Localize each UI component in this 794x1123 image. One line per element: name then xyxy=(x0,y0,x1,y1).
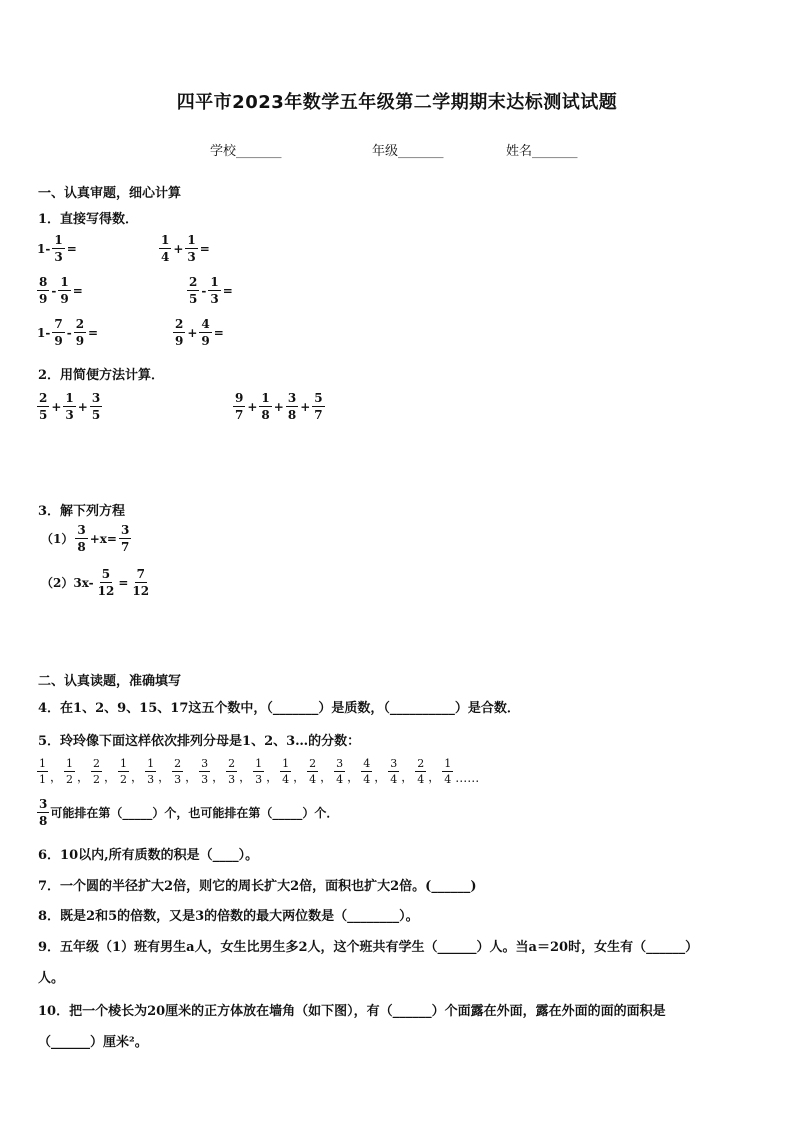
equation-middle: +x= xyxy=(89,531,117,546)
q5-question xyxy=(36,798,338,827)
fraction: $\frac{9}{7}$ xyxy=(235,391,244,422)
fraction: $\frac{1}{8}$ xyxy=(261,391,270,422)
q5-tail: 可能排在第（_____）个，也可能排在第（_____）个． xyxy=(50,806,339,820)
operator: + xyxy=(300,399,311,414)
question-3-label: 3．解下列方程 xyxy=(38,504,126,519)
fraction: $\frac{2}{9}$ xyxy=(175,317,184,348)
fraction: $\frac{1}{4}$ xyxy=(161,233,170,264)
question-2-label: 2．用简便方法计算． xyxy=(38,368,165,383)
equation-prefix: （1） xyxy=(41,532,74,546)
sequence-comma: ， xyxy=(347,770,360,784)
sequence-fraction: $\frac{1}{4}$ xyxy=(282,757,290,786)
equals-sign: = xyxy=(213,325,224,340)
fraction: $\frac{2}{5}$ xyxy=(39,391,48,422)
question-10-line-1: 10．把一个棱长为20厘米的正方体放在墙角（如下图），有（______）个面露在外面，露在外面的面的面积是 xyxy=(38,1004,666,1019)
question-7: 7．一个圆的半径扩大2倍，则它的周长扩大2倍，面积也扩大2倍。(______) xyxy=(38,879,477,894)
equals-sign: = xyxy=(72,283,83,298)
fraction: $\frac{3}{7}$ xyxy=(120,523,130,554)
sequence-comma: ， xyxy=(428,770,441,784)
q1-expr-1 xyxy=(36,234,78,263)
question-10-line-2: （______）厘米²。 xyxy=(38,1035,148,1050)
sequence-comma: ， xyxy=(158,770,171,784)
sequence-fraction: $\frac{1}{3}$ xyxy=(147,757,155,786)
name-field: 姓名_______ xyxy=(506,144,578,159)
expr-prefix: 1- xyxy=(37,241,51,256)
sequence-fraction: $\frac{1}{3}$ xyxy=(255,757,263,786)
sequence-fraction: $\frac{3}{4}$ xyxy=(336,757,344,786)
q2-expr-2 xyxy=(232,392,326,421)
sequence-comma: ， xyxy=(77,770,90,784)
question-8: 8．既是2和5的倍数，又是3的倍数的最大两位数是（________）。 xyxy=(38,909,419,924)
section-heading-1: 一、认真审题，细心计算 xyxy=(38,186,182,201)
operator: - xyxy=(66,325,72,340)
q1-expr-3 xyxy=(36,276,84,305)
operator: + xyxy=(273,399,284,414)
sequence-comma: ， xyxy=(50,770,63,784)
question-9-line-2: 人。 xyxy=(38,971,65,986)
q1-expr-6 xyxy=(172,318,225,347)
equals-sign: = xyxy=(88,325,99,340)
fraction: $\frac{1}{3}$ xyxy=(210,275,219,306)
section-heading-2: 二、认真读题，准确填写 xyxy=(38,674,182,689)
equation-prefix: （2）3x- xyxy=(41,576,94,590)
sequence-fraction: $\frac{2}{2}$ xyxy=(93,757,101,786)
sequence-comma: ， xyxy=(131,770,144,784)
fraction: $\frac{8}{9}$ xyxy=(39,275,48,306)
q5-fraction: $\frac{3}{8}$ xyxy=(39,797,48,828)
sequence-comma: ， xyxy=(185,770,198,784)
sequence-fraction: $\frac{4}{4}$ xyxy=(363,757,371,786)
fraction: $\frac{2}{9}$ xyxy=(75,317,85,348)
sequence-fraction: $\frac{2}{4}$ xyxy=(417,757,425,786)
q1-expr-4 xyxy=(186,276,234,305)
fraction: $\frac{2}{5}$ xyxy=(189,275,198,306)
fraction: $\frac{7}{9}$ xyxy=(54,317,63,348)
question-4: 4．在1、2、9、15、17这五个数中，（_______）是质数，（__________）是合数． xyxy=(38,701,520,716)
sequence-fraction: $\frac{3}{4}$ xyxy=(390,757,398,786)
fraction: $\frac{5}{7}$ xyxy=(314,391,323,422)
q1-expr-5 xyxy=(36,318,99,347)
operator: + xyxy=(247,399,258,414)
sequence-fraction: $\frac{2}{4}$ xyxy=(309,757,317,786)
fraction: $\frac{1}{9}$ xyxy=(60,275,69,306)
equals-sign: = xyxy=(222,283,233,298)
question-5-label: 5．玲玲像下面这样依次排列分母是1、2、3…的分数： xyxy=(38,734,361,749)
sequence-comma: ， xyxy=(104,770,117,784)
equals-sign: = xyxy=(199,241,210,256)
q5-fraction-sequence xyxy=(36,758,480,785)
fraction: $\frac{3}{8}$ xyxy=(287,391,297,422)
sequence-comma: ， xyxy=(239,770,252,784)
sequence-ellipsis: …… xyxy=(455,771,480,785)
fraction: $\frac{1}{3}$ xyxy=(187,233,196,264)
sequence-comma: ， xyxy=(320,770,333,784)
fraction: $\frac{1}{3}$ xyxy=(65,391,74,422)
sequence-comma: ， xyxy=(374,770,387,784)
sequence-fraction: $\frac{1}{2}$ xyxy=(66,757,74,786)
operator: + xyxy=(51,399,62,414)
question-1-label: 1．直接写得数． xyxy=(38,212,139,227)
school-field: 学校_______ xyxy=(210,144,282,159)
q3-equation-1 xyxy=(40,524,132,553)
sequence-fraction: $\frac{1}{2}$ xyxy=(120,757,128,786)
sequence-comma: ， xyxy=(293,770,306,784)
sequence-comma: ， xyxy=(212,770,225,784)
sequence-fraction: $\frac{3}{3}$ xyxy=(201,757,209,786)
page-title: 四平市2023年数学五年级第二学期期末达标测试试题 xyxy=(176,92,618,113)
operator: - xyxy=(51,283,57,298)
grade-field: 年级_______ xyxy=(372,144,444,159)
sequence-comma: ， xyxy=(266,770,279,784)
operator: + xyxy=(173,241,184,256)
sequence-comma: ， xyxy=(401,770,414,784)
sequence-fraction: $\frac{2}{3}$ xyxy=(228,757,236,786)
q3-equation-2 xyxy=(40,568,152,597)
operator: - xyxy=(201,283,207,298)
question-9-line-1: 9．五年级（1）班有男生a人，女生比男生多2人，这个班共有学生（______）人。当a＝20时，女生有（______） xyxy=(38,940,699,955)
fraction: $\frac{7}{12}$ xyxy=(132,567,150,598)
sequence-fraction: $\frac{1}{4}$ xyxy=(444,757,452,786)
sequence-fraction: $\frac{1}{1}$ xyxy=(39,757,46,786)
fraction: $\frac{3}{5}$ xyxy=(91,391,101,422)
expr-prefix: 1- xyxy=(37,325,51,340)
equals-sign: = xyxy=(66,241,77,256)
fraction: $\frac{5}{12}$ xyxy=(97,567,115,598)
operator: + xyxy=(187,325,198,340)
q2-expr-1 xyxy=(36,392,103,421)
operator: + xyxy=(77,399,88,414)
fraction: $\frac{3}{8}$ xyxy=(77,523,86,554)
equation-middle: = xyxy=(118,575,129,590)
sequence-fraction: $\frac{2}{3}$ xyxy=(174,757,182,786)
fraction: $\frac{4}{9}$ xyxy=(201,317,210,348)
q1-expr-2 xyxy=(158,234,211,263)
fraction: $\frac{1}{3}$ xyxy=(54,233,63,264)
question-6: 6．10以内,所有质数的积是（____）。 xyxy=(38,848,259,863)
